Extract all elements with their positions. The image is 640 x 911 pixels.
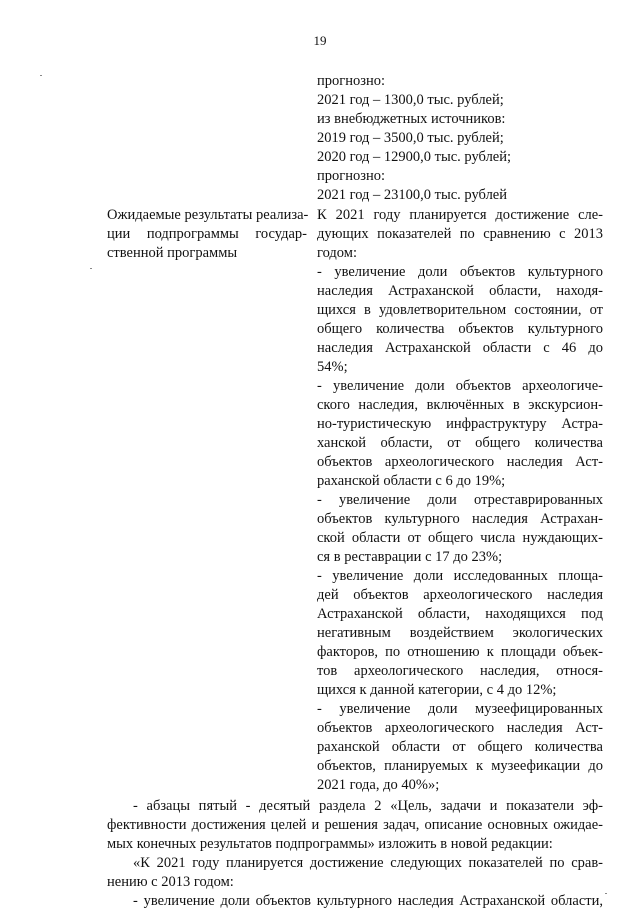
results-line: - увеличение доли объектов культурного [317, 264, 603, 280]
page-number: 19 [313, 33, 327, 48]
results-line: факторов, по отношению к площади объек- [317, 644, 603, 660]
results-line: дей объектов археологического наследия [317, 587, 603, 603]
funding-line: 2021 год – 1300,0 тыс. рублей; [317, 92, 504, 108]
body-line: - увеличение доли объектов культурного наследия Астраханской области, [133, 893, 603, 909]
results-line: щихся в удовлетворительном состоянии, от [317, 302, 603, 318]
results-line: общего количества объектов культурного [317, 321, 603, 337]
results-line: тов археологического наследия, относя- [317, 663, 603, 679]
results-line: щихся к данной категории, с 4 до 12%; [317, 682, 557, 698]
results-line: но-туристическую инфраструктуру Астра- [317, 416, 603, 432]
body-line: «К 2021 году планируется достижение следующих показателей по срав- [133, 855, 603, 871]
funding-line: 2020 год – 12900,0 тыс. рублей; [317, 149, 512, 165]
results-line: объектов археологического наследия Аст- [317, 454, 603, 470]
results-line: ханской области, от общего количества [317, 435, 603, 451]
results-line: - увеличение доли музеефицированных [317, 701, 603, 717]
results-line: - увеличение доли отреставрированных [317, 492, 603, 508]
scan-speck [90, 268, 92, 269]
results-line: 54%; [317, 359, 348, 375]
results-line: объектов культурного наследия Астрахан- [317, 511, 603, 527]
results-line: раханской области от общего количества [317, 739, 603, 755]
results-line: - увеличение доли исследованных площа- [317, 568, 603, 584]
body-line: мых конечных результатов подпрограммы» изложить в новой редакции: [107, 836, 553, 852]
results-line: ся в реставрации с 17 до 23%; [317, 549, 503, 565]
funding-line: 2019 год – 3500,0 тыс. рублей; [317, 130, 504, 146]
results-line: 2021 года, до 40%»; [317, 777, 440, 793]
results-line: объектов, планируемых к музеефикации до [317, 758, 603, 774]
results-line: дующих показателей по сравнению с 2013 [317, 226, 603, 242]
scan-speck [40, 75, 42, 76]
results-label-line: Ожидаемые результаты реализа- [107, 207, 309, 223]
funding-line: из внебюджетных источников: [317, 111, 506, 127]
body-line: нению с 2013 годом: [107, 874, 234, 890]
results-line: раханской области с 6 до 19%; [317, 473, 506, 489]
results-line: ской области от общего числа нуждающих- [317, 530, 603, 546]
results-line: годом: [317, 245, 357, 261]
scan-speck [605, 893, 607, 894]
results-line: К 2021 году планируется достижение сле- [317, 207, 603, 223]
results-line: наследия Астраханской области, находя- [317, 283, 603, 299]
results-line: наследия Астраханской области с 46 до [317, 340, 603, 356]
results-line: негативным воздействием экологических [317, 625, 603, 641]
body-line: - абзацы пятый - десятый раздела 2 «Цель, задачи и показатели эф- [133, 798, 603, 814]
funding-line: прогнозно: [317, 73, 385, 89]
results-line: ского наследия, включённых в экскурсион- [317, 397, 603, 413]
funding-line: 2021 год – 23100,0 тыс. рублей [317, 187, 508, 203]
results-line: объектов археологического наследия Аст- [317, 720, 603, 736]
results-line: Астраханской области, находящихся под [317, 606, 603, 622]
results-label-line: ственной программы [107, 245, 238, 261]
results-line: - увеличение доли объектов археологиче- [317, 378, 603, 394]
results-label-line: ции подпрограммы государ- [107, 226, 307, 242]
funding-line: прогнозно: [317, 168, 385, 184]
body-line: фективности достижения целей и решения задач, описание основных ожидае- [107, 817, 603, 833]
